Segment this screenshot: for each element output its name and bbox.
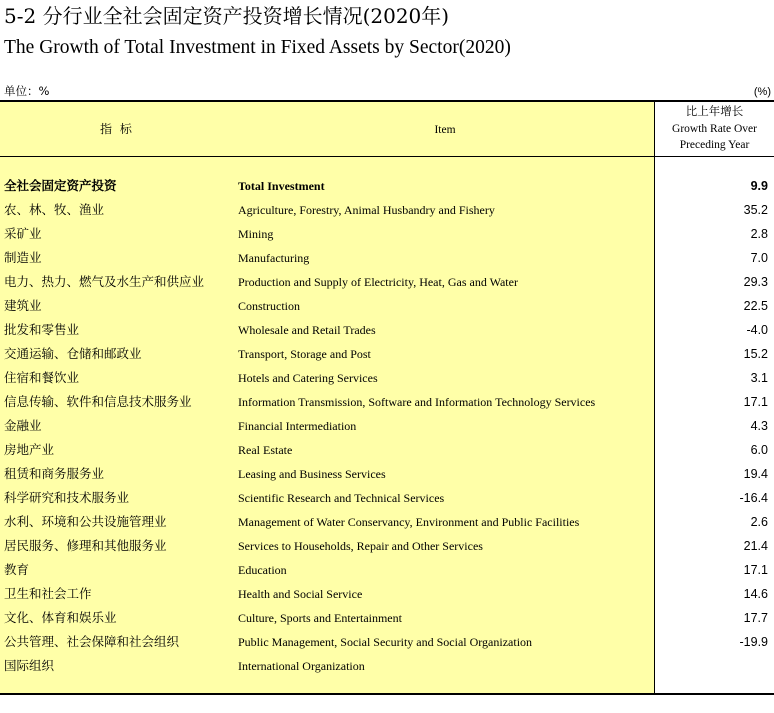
indicator-cn: 房地产业 — [4, 442, 55, 457]
indicator-en: Wholesale and Retail Trades — [238, 323, 376, 337]
indicator-en: Financial Intermediation — [238, 419, 357, 433]
indicator-cn: 国际组织 — [4, 658, 55, 673]
growth-value: 17.7 — [743, 611, 768, 625]
indicator-en: Health and Social Service — [238, 587, 363, 601]
indicator-cn: 信息传输、软件和信息技术服务业 — [4, 394, 192, 409]
table-row — [0, 558, 774, 582]
unit-label-percent: (%) — [753, 86, 771, 98]
table-row — [0, 534, 774, 558]
table-row — [0, 270, 774, 294]
growth-value: 14.6 — [743, 587, 768, 601]
growth-value: 19.4 — [743, 467, 768, 481]
table-row — [0, 294, 774, 318]
indicator-cn: 租赁和商务服务业 — [4, 466, 105, 481]
indicator-en: Leasing and Business Services — [238, 467, 386, 481]
indicator-en: Services to Households, Repair and Other Services — [238, 539, 483, 553]
growth-value: 21.4 — [743, 539, 768, 553]
unit-label: 单位：% — [4, 84, 50, 98]
header-bottom-rule — [0, 156, 774, 157]
table-row — [0, 438, 774, 462]
growth-value: 6.0 — [750, 443, 768, 457]
indicator-cn: 电力、热力、燃气及水生产和供应业 — [4, 274, 205, 289]
page-title-english: The Growth of Total Investment in Fixed Assets by Sector(2020) — [4, 37, 511, 58]
indicator-cn: 文化、体育和娱乐业 — [4, 610, 117, 625]
indicator-en: Hotels and Catering Services — [238, 371, 378, 385]
growth-value: 17.1 — [743, 563, 768, 577]
growth-value: 9.9 — [750, 179, 768, 193]
header-item-label: Item — [434, 124, 456, 136]
table-row — [0, 510, 774, 534]
table-row — [0, 390, 774, 414]
indicator-en: Mining — [238, 227, 274, 241]
table-row — [0, 174, 774, 198]
indicator-en: Public Management, Social Security and Social Organization — [238, 635, 533, 649]
indicator-cn: 教育 — [4, 562, 30, 577]
header-indicator: 指 标 — [100, 122, 134, 136]
indicator-en: Construction — [238, 299, 300, 313]
table-body — [0, 174, 774, 678]
table-row — [0, 486, 774, 510]
indicator-cn: 卫生和社会工作 — [4, 586, 92, 601]
indicator-en: Transport, Storage and Post — [238, 347, 371, 361]
growth-value: 3.1 — [750, 371, 768, 385]
growth-value: 17.1 — [743, 395, 768, 409]
growth-value: 35.2 — [743, 203, 768, 217]
header-growth-en-line1: Growth Rate Over — [672, 122, 757, 135]
table-row — [0, 630, 774, 654]
growth-value: 2.8 — [750, 227, 768, 241]
table-row — [0, 318, 774, 342]
indicator-en: Culture, Sports and Entertainment — [238, 611, 402, 625]
indicator-en: Management of Water Conservancy, Environment and Public Facilities — [238, 515, 580, 529]
indicator-cn: 科学研究和技术服务业 — [4, 490, 130, 505]
indicator-cn: 交通运输、仓储和邮政业 — [4, 346, 142, 361]
indicator-en: Information Transmission, Software and Information Technology Services — [238, 395, 596, 409]
indicator-cn: 建筑业 — [4, 298, 42, 313]
indicator-en: Real Estate — [238, 443, 293, 457]
growth-value: 29.3 — [743, 275, 768, 289]
indicator-cn: 居民服务、修理和其他服务业 — [4, 538, 167, 553]
growth-value: 22.5 — [743, 299, 768, 313]
growth-value: 7.0 — [750, 251, 768, 265]
indicator-cn: 水利、环境和公共设施管理业 — [4, 514, 167, 529]
growth-value: -4.0 — [746, 323, 768, 337]
growth-value: -19.9 — [739, 635, 768, 649]
table-row — [0, 582, 774, 606]
indicator-cn: 批发和零售业 — [4, 322, 80, 337]
indicator-en: Education — [238, 563, 287, 577]
indicator-en: Production and Supply of Electricity, Heat, Gas and Water — [238, 275, 518, 289]
indicator-cn: 制造业 — [4, 250, 42, 265]
header-growth-rate — [655, 104, 774, 154]
table-bottom-rule — [0, 693, 774, 695]
indicator-cn: 住宿和餐饮业 — [4, 370, 80, 385]
table-row — [0, 222, 774, 246]
table-row — [0, 246, 774, 270]
growth-value: 15.2 — [743, 347, 768, 361]
growth-value: -16.4 — [739, 491, 768, 505]
indicator-en: Total Investment — [238, 179, 325, 193]
indicator-cn: 公共管理、社会保障和社会组织 — [4, 634, 180, 649]
growth-value: 2.6 — [750, 515, 768, 529]
indicator-en: Agriculture, Forestry, Animal Husbandry and Fishery — [238, 203, 495, 217]
table-top-rule — [0, 100, 774, 102]
table-row — [0, 462, 774, 486]
table-row — [0, 198, 774, 222]
page-title-chinese: 5-2 分行业全社会固定资产投资增长情况(2020年) — [4, 4, 450, 28]
table-row — [0, 366, 774, 390]
table-row — [0, 606, 774, 630]
growth-value: 4.3 — [750, 419, 768, 433]
indicator-cn: 全社会固定资产投资 — [4, 178, 117, 193]
table-row — [0, 342, 774, 366]
indicator-en: International Organization — [238, 659, 365, 673]
table-row — [0, 654, 774, 678]
indicator-en: Manufacturing — [238, 251, 310, 265]
indicator-cn: 农、林、牧、渔业 — [4, 202, 105, 217]
indicator-cn: 金融业 — [4, 418, 42, 433]
indicator-en: Scientific Research and Technical Services — [238, 491, 445, 505]
indicator-cn: 采矿业 — [4, 226, 42, 241]
header-growth-en-line2: Preceding Year — [679, 139, 750, 151]
header-growth-cn: 比上年增长 — [685, 106, 744, 118]
table-row — [0, 414, 774, 438]
